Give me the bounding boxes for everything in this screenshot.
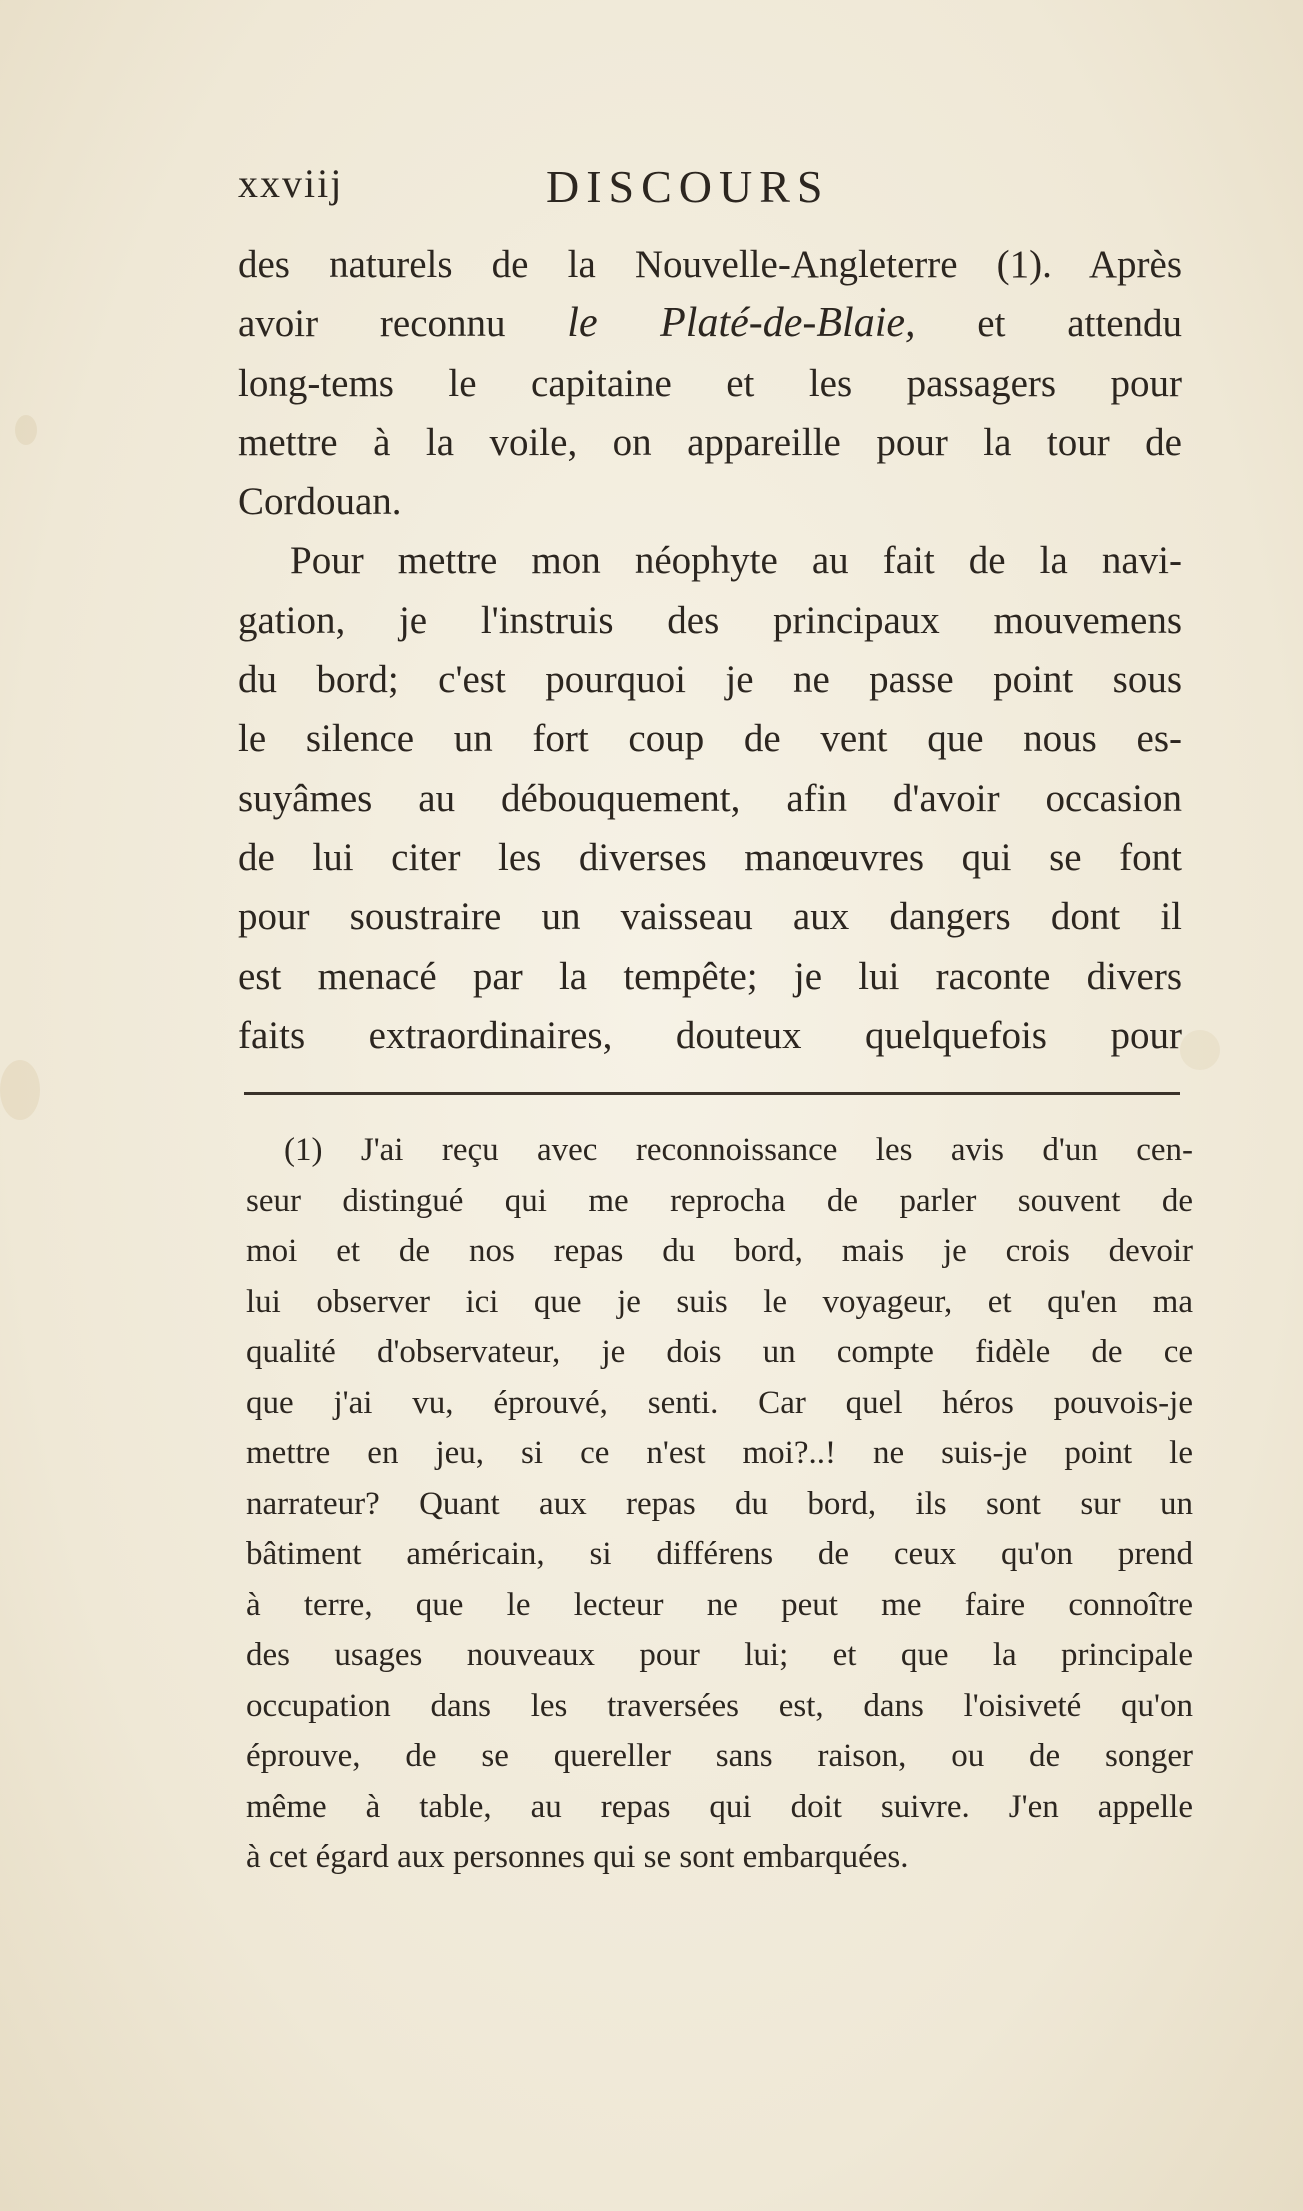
footnote — [246, 1125, 1193, 1883]
paper-stain — [0, 1060, 40, 1120]
footnote-line: des usages nouveaux pour lui; et que la principale — [246, 1637, 1193, 1673]
text-line: des naturels de la Nouvelle-Angleterre (1). Après — [238, 243, 1182, 286]
text-line: le silence un fort coup de vent que nous es- — [238, 717, 1182, 761]
text-line: de lui citer les diverses manœuvres qui se font — [238, 835, 1182, 879]
page-header — [238, 160, 1182, 220]
footnote-rule — [244, 1092, 1180, 1095]
text-line: Pour mettre mon néophyte au fait de la navi- — [290, 539, 1182, 583]
footnote-line: à terre, que le lecteur ne peut me faire connoître — [246, 1586, 1193, 1623]
text-line: est menacé par la tempête; je lui raconte divers — [238, 954, 1182, 998]
running-head: DISCOURS — [546, 161, 830, 212]
footnote-line: à cet égard aux personnes qui se sont embarquées. — [246, 1839, 909, 1875]
folio-number: xxviij — [238, 161, 344, 206]
text-line: long-tems le capitaine et les passagers pour — [238, 361, 1182, 405]
footnote-line: moi et de nos repas du bord, mais je crois devoir — [246, 1233, 1193, 1269]
text-line: pour soustraire un vaisseau aux dangers dont il — [238, 895, 1182, 939]
text-line — [238, 294, 1182, 353]
footnote-line: (1) J'ai reçu avec reconnoissance les avis d'un cen- — [284, 1132, 1193, 1168]
footnote-line: narrateur? Quant aux repas du bord, ils sont sur un — [246, 1485, 1193, 1522]
text-segment: et attendu — [977, 302, 1183, 346]
italic-place-name: le Platé-de-Blaie, — [567, 300, 916, 347]
text-line: gation, je l'instruis des principaux mouvemens — [238, 598, 1182, 642]
text-line: Cordouan. — [238, 480, 402, 524]
text-line: faits extraordinaires, douteux quelquefois pour — [238, 1013, 1182, 1057]
footnote-line: occupation dans les traversées est, dans l'oisiveté qu'on — [246, 1687, 1193, 1724]
footnote-line: seur distingué qui me reprocha de parler souvent de — [246, 1182, 1193, 1219]
footnote-line: que j'ai vu, éprouvé, senti. Car quel héros pouvois-je — [246, 1384, 1193, 1421]
footnote-line: bâtiment américain, si différens de ceux qu'on prend — [246, 1536, 1193, 1572]
paper-stain — [15, 415, 37, 445]
paper-stain — [1180, 1030, 1220, 1070]
text-segment: avoir reconnu — [238, 302, 506, 346]
footnote-line: qualité d'observateur, je dois un compte fidèle de ce — [246, 1334, 1193, 1370]
footnote-line: éprouve, de se quereller sans raison, ou de songer — [246, 1738, 1193, 1774]
footnote-line: même à table, au repas qui doit suivre. J'en appelle — [246, 1788, 1193, 1825]
footnote-line: lui observer ici que je suis le voyageur, et qu'en ma — [246, 1283, 1193, 1320]
text-line: suyâmes au débouquement, afin d'avoir occasion — [238, 776, 1182, 820]
main-text — [238, 235, 1182, 1065]
footnote-line: mettre en jeu, si ce n'est moi?..! ne suis-je point le — [246, 1435, 1193, 1471]
text-line: du bord; c'est pourquoi je ne passe point sous — [238, 658, 1182, 702]
text-line: mettre à la voile, on appareille pour la tour de — [238, 420, 1182, 464]
